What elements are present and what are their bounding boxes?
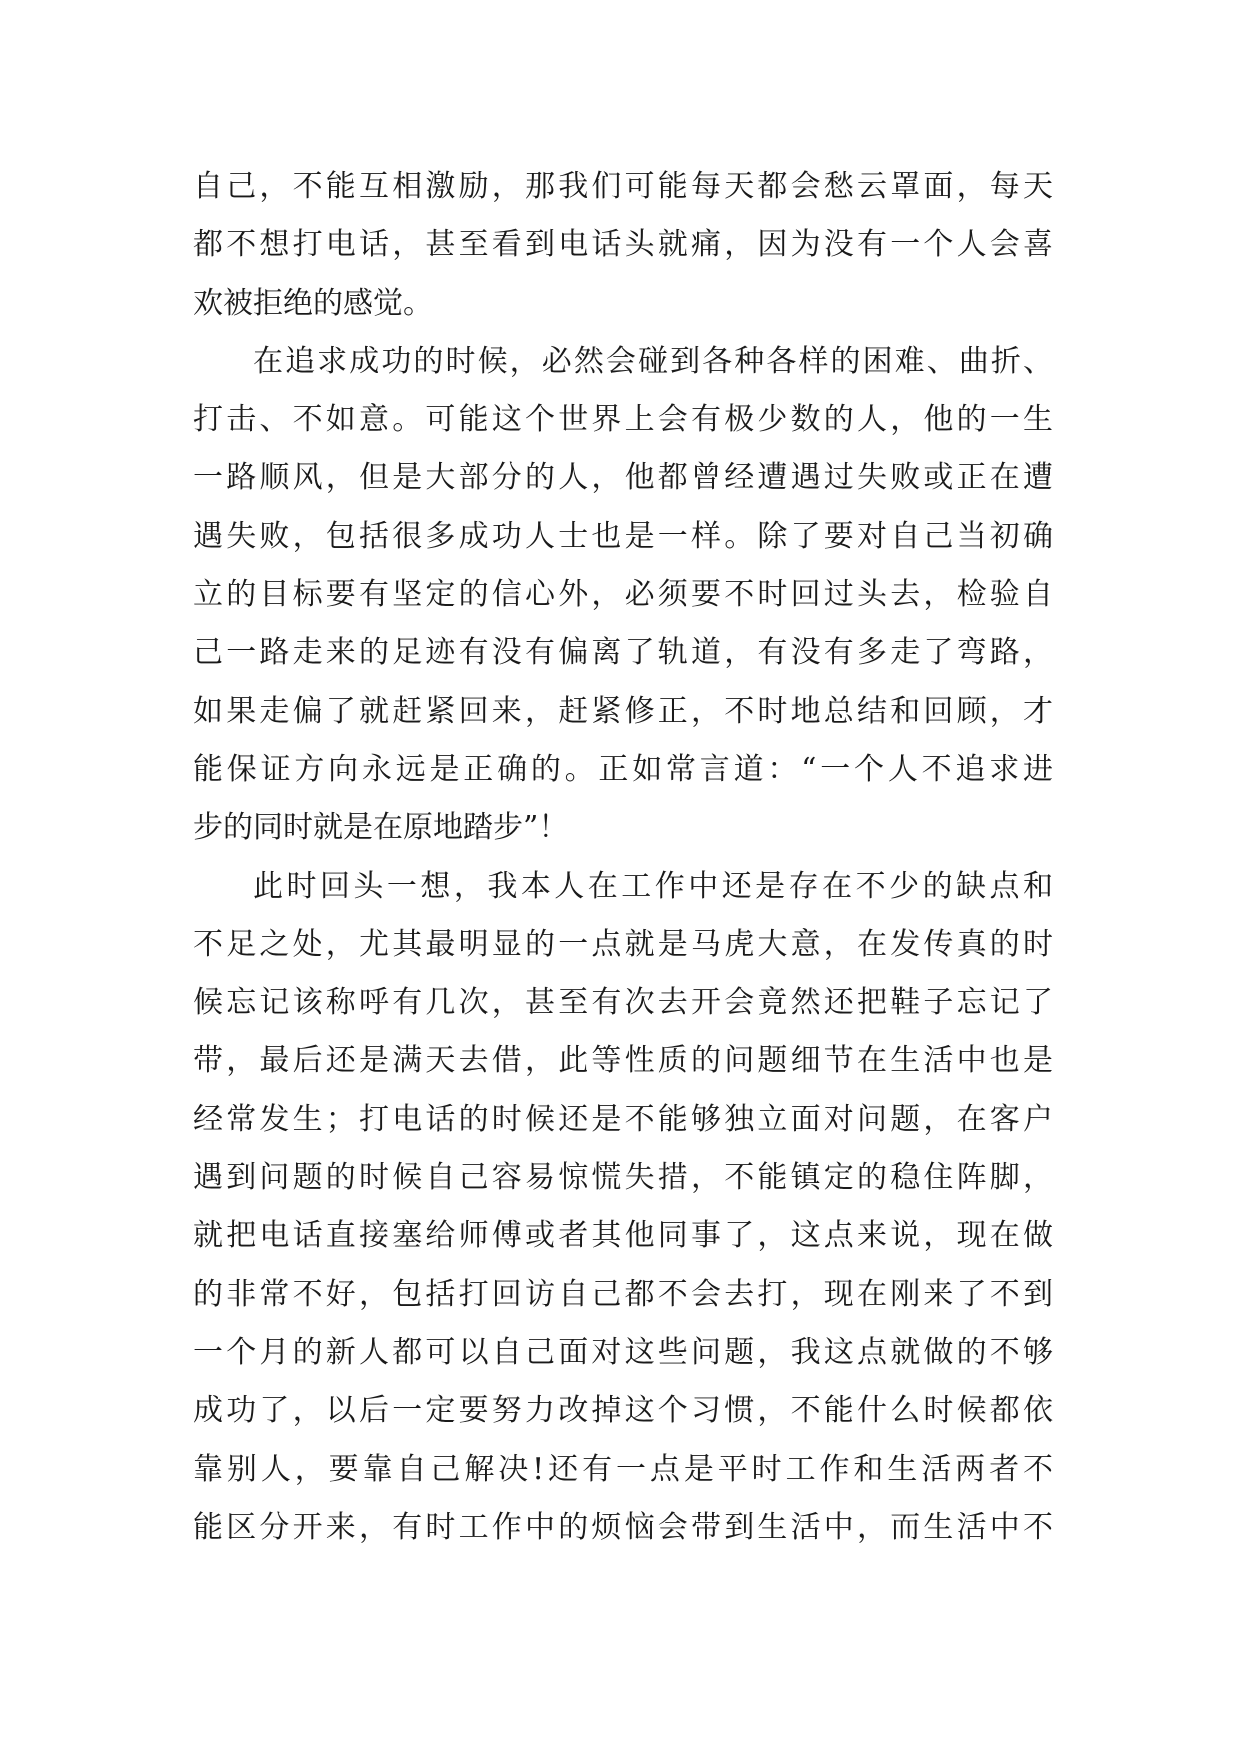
text-line: 立的目标要有坚定的信心外，必须要不时回过头去，检验自 [193,577,1053,613]
text-line: 就把电话直接塞给师傅或者其他同事了，这点来说，现在做 [193,1218,1053,1254]
text-line: 如果走偏了就赶紧回来，赶紧修正，不时地总结和回顾，才 [193,693,1053,729]
text-line: 一个月的新人都可以自己面对这些问题，我这点就做的不够 [193,1334,1053,1370]
body-text [193,158,1053,1557]
text-line: 靠别人，要靠自己解决!还有一点是平时工作和生活两者不 [193,1451,1053,1487]
text-line: 此时回头一想，我本人在工作中还是存在不少的缺点和 [253,868,1053,904]
text-line: 能保证方向永远是正确的。正如常言道：“一个人不追求进 [193,751,1053,787]
text-line: 欢被拒绝的感觉。 [193,285,433,321]
text-line: 不足之处，尤其最明显的一点就是马虎大意，在发传真的时 [193,926,1053,962]
text-line: 能区分开来，有时工作中的烦恼会带到生活中，而生活中不 [193,1509,1053,1545]
text-line: 遇到问题的时候自己容易惊慌失措，不能镇定的稳住阵脚， [193,1160,1053,1196]
text-line: 遇失败，包括很多成功人士也是一样。除了要对自己当初确 [193,518,1053,554]
text-line: 带，最后还是满天去借，此等性质的问题细节在生活中也是 [193,1043,1053,1079]
text-line: 一路顺风，但是大部分的人，他都曾经遭遇过失败或正在遭 [193,460,1053,496]
text-line: 的非常不好，包括打回访自己都不会去打，现在刚来了不到 [193,1276,1053,1312]
text-line: 己一路走来的足迹有没有偏离了轨道，有没有多走了弯路， [193,635,1053,671]
text-line: 打击、不如意。可能这个世界上会有极少数的人，他的一生 [193,402,1053,438]
text-line: 自己，不能互相激励，那我们可能每天都会愁云罩面，每天 [193,169,1053,204]
text-line: 成功了，以后一定要努力改掉这个习惯，不能什么时候都依 [193,1393,1053,1429]
text-line: 步的同时就是在原地踏步”！ [193,810,569,846]
text-line: 在追求成功的时候，必然会碰到各种各样的困难、曲折、 [253,343,1053,379]
text-line: 候忘记该称呼有几次，甚至有次去开会竟然还把鞋子忘记了 [193,985,1053,1021]
text-line: 都不想打电话，甚至看到电话头就痛，因为没有一个人会喜 [193,227,1053,263]
text-line: 经常发生；打电话的时候还是不能够独立面对问题，在客户 [193,1101,1053,1137]
